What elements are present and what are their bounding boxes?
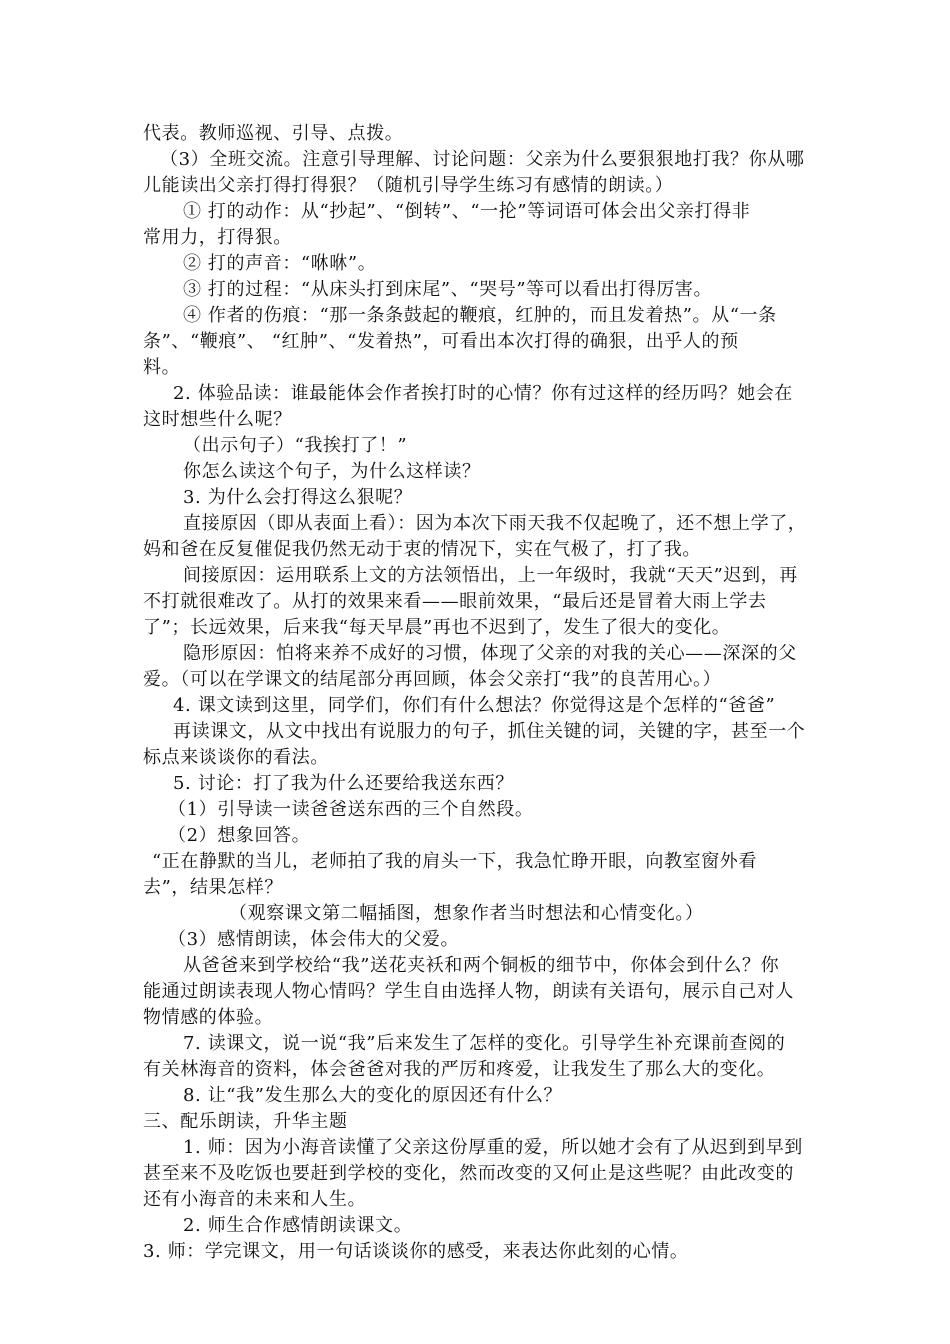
text-line: 隐形原因：怕将来养不成好的习惯，体现了父亲的对我的关心——深深的父 — [183, 643, 797, 664]
text-line: 有关林海音的资料，体会爸爸对我的严厉和疼爱，让我发生了那么大的变化。 — [143, 1059, 776, 1080]
text-line: ④ 作者的伤痕：“那一条条鼓起的鞭痕，红肿的，而且发着热”。从“一条 — [183, 305, 777, 326]
text-line: 物情感的体验。 — [143, 1007, 274, 1028]
text-line: （出示句子）“我挨打了！” — [183, 435, 408, 456]
text-line: 代表。教师巡视、引导、点拨。 — [143, 123, 404, 144]
text-line: 儿能读出父亲打得打得狠？（随机引导学生练习有感情的朗读。） — [143, 175, 674, 196]
text-line: ③ 打的过程：“从床头打到床尾”、“哭号”等可以看出打得厉害。 — [183, 279, 713, 300]
text-line: 从爸爸来到学校给“我”送花夹袄和两个铜板的细节中，你体会到什么？你 — [183, 955, 780, 976]
text-line: 能通过朗读表现人物心情吗？学生自由选择人物，朗读有关语句，展示自己对人 — [143, 981, 794, 1002]
text-line: 2. 师生合作感情朗读课文。 — [183, 1215, 413, 1236]
text-line: ① 打的动作：从“抄起”、“倒转”、“一抡”等词语可体会出父亲打得非 — [183, 201, 751, 222]
text-line: 1. 师：因为小海音读懂了父亲这份厚重的爱，所以她才会有了从迟到到早到 — [183, 1137, 803, 1158]
text-line: 间接原因：运用联系上文的方法领悟出，上一年级时，我就“天天”迟到，再 — [183, 565, 798, 586]
text-line: 3. 师：学完课文，用一句话谈谈你的感受，来表达你此刻的心情。 — [143, 1241, 689, 1262]
text-line: 2. 体验品读：谁最能体会作者挨打时的心情？你有过这样的经历吗？她会在 — [173, 383, 793, 404]
text-line: 条”、“鞭痕”、 “红肿”、“发着热”，可看出本次打得的确狠，出乎人的预 — [143, 331, 739, 352]
text-line: （3）全班交流。注意引导理解、讨论问题：父亲为什么要狠狠地打我？你从哪 — [160, 149, 805, 170]
text-line: 8. 让“我”发生那么大的变化的原因还有什么？ — [183, 1085, 563, 1106]
text-line: 直接原因（即从表面上看）：因为本次下雨天我不仅起晚了，还不想上学了， — [183, 513, 807, 534]
text-line: 再读课文，从文中找出有说服力的句子，抓住关键的词，关键的字，甚至一个 — [173, 721, 806, 742]
text-line: 爱。（可以在学课文的结尾部分再回顾，体会父亲打“我”的良苦用心。） — [143, 669, 722, 690]
text-line: 料。 — [143, 357, 181, 378]
text-line: 不打就很难改了。从打的效果来看——眼前效果，“最后还是冒着大雨上学去 — [143, 591, 767, 612]
text-line: （2）想象回答。 — [168, 825, 311, 846]
text-line: 7. 读课文，说一说“我”后来发生了怎样的变化。引导学生补充课前查阅的 — [183, 1033, 786, 1054]
text-line: 3. 为什么会打得这么狠呢？ — [183, 487, 413, 508]
text-line: 5. 讨论：打了我为什么还要给我送东西？ — [173, 773, 514, 794]
text-line: 甚至来不及吃饭也要赶到学校的变化，然而改变的又何止是这些呢？由此改变的 — [143, 1163, 794, 1184]
text-line: 去”，结果怎样？ — [143, 877, 284, 898]
text-line: （1）引导读一读爸爸送东西的三个自然段。 — [168, 799, 534, 820]
text-line: 4. 课文读到这里，同学们，你们有什么想法？你觉得这是个怎样的“爸爸” — [173, 695, 776, 716]
text-line: ② 打的声音：“咻咻”。 — [183, 253, 377, 274]
text-line: 了”；长远效果，后来我“每天早晨”再也不迟到了，发生了很大的变化。 — [143, 617, 731, 638]
text-line: 妈和爸在反复催促我仍然无动于衷的情况下，实在气极了，打了我。 — [143, 539, 701, 560]
text-line: （观察课文第二幅插图，想象作者当时想法和心情变化。） — [229, 903, 704, 924]
text-line: 常用力，打得狠。 — [143, 227, 292, 248]
text-line: 这时想些什么呢？ — [143, 409, 292, 430]
text-line: 标点来谈谈你的看法。 — [143, 747, 329, 768]
section-heading: 三、配乐朗读，升华主题 — [143, 1111, 348, 1132]
text-line: “正在静默的当儿，老师拍了我的肩头一下，我急忙睁开眼，向教室窗外看 — [152, 851, 757, 872]
text-line: （3）感情朗读，体会伟大的父爱。 — [168, 929, 460, 950]
text-line: 还有小海音的未来和人生。 — [143, 1189, 367, 1210]
text-line: 你怎么读这个句子，为什么这样读？ — [183, 461, 481, 482]
